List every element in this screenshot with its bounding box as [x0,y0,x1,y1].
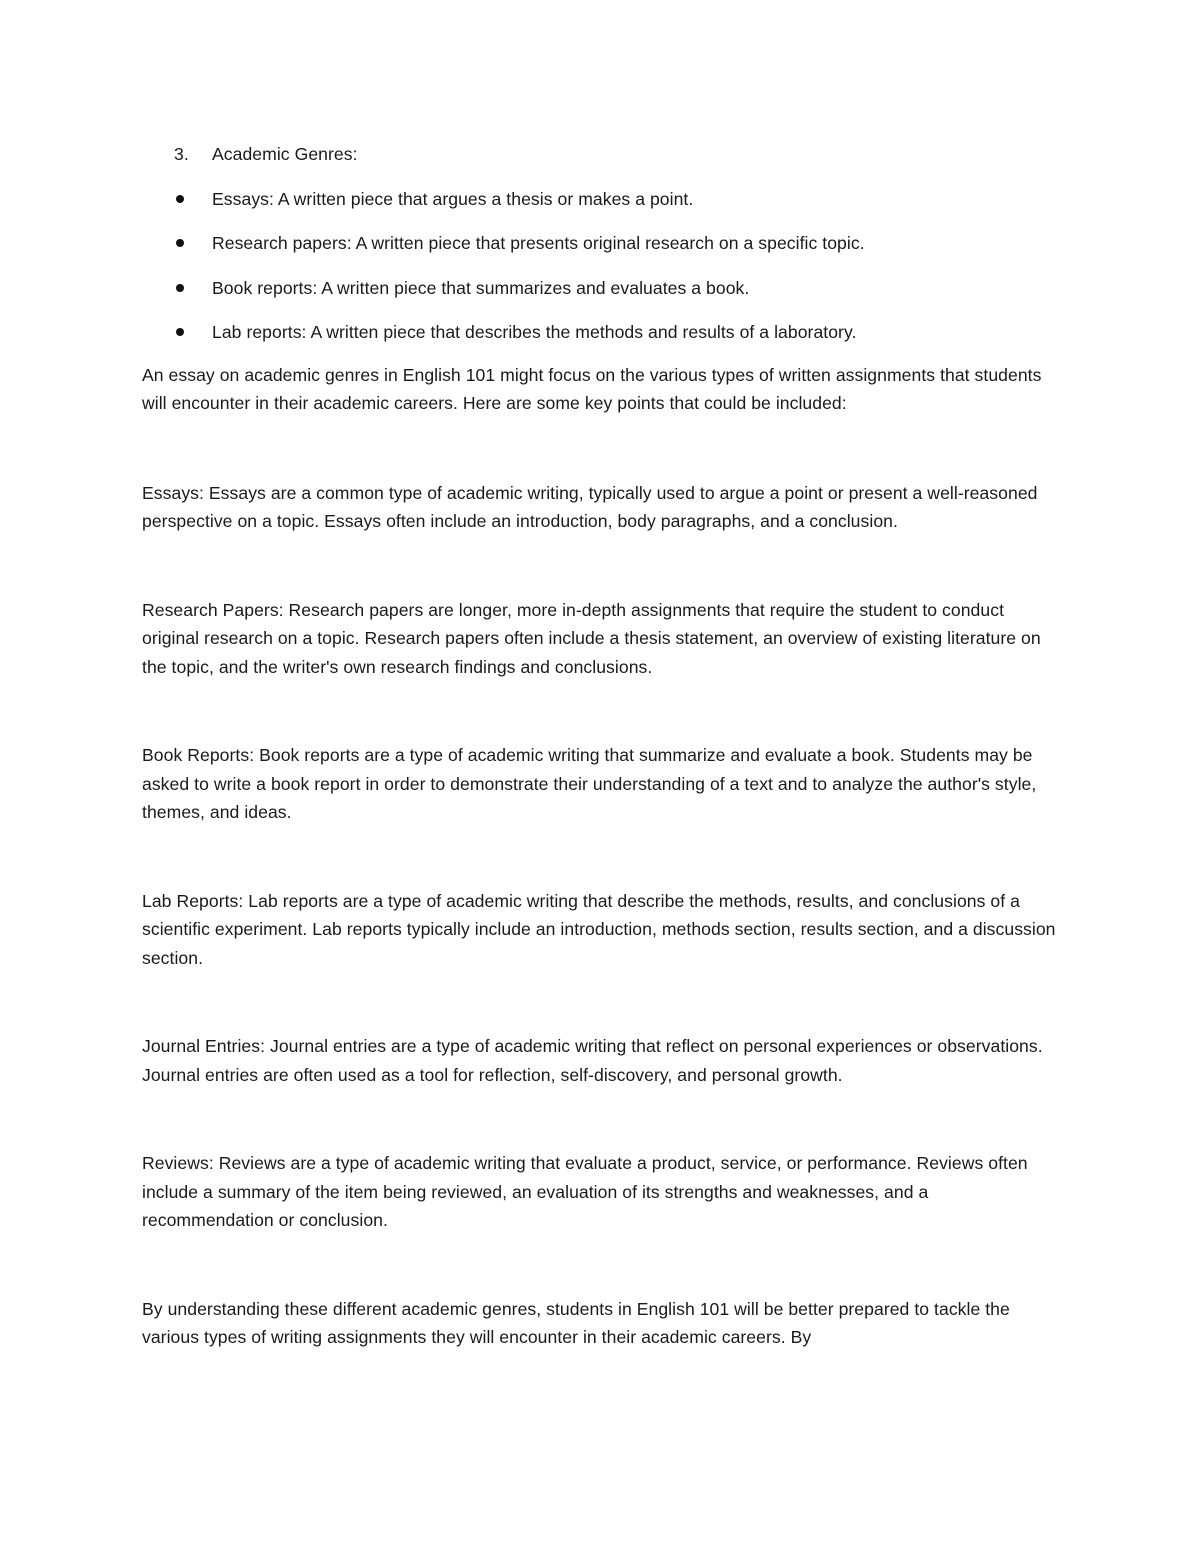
numbered-heading-label: Academic Genres: [212,144,358,164]
list-number: 3. [174,144,189,164]
bullet-icon [176,239,184,247]
bullet-icon [176,328,184,336]
list-item-text: Book reports: A written piece that summarizes and evaluates a book. [212,277,750,298]
list-item-text: Lab reports: A written piece that describes the methods and results of a laboratory. [212,322,857,342]
intro-paragraph: An essay on academic genres in English 101 might focus on the various types of written assignments that students will encounter in their academic careers. Here are some key points that could be included: [142,364,1042,413]
list-item [142,274,1062,303]
list-item-text: Research papers: A written piece that presents original research on a specific topic. [212,233,865,253]
essays-paragraph: Essays: Essays are a common type of academic writing, typically used to argue a point or present a well-reasoned perspective on a topic. Essays often include an introduction, body paragraphs, and a conclusion. [142,482,1038,531]
document-body [142,140,1062,1352]
reviews-paragraph: Reviews: Reviews are a type of academic writing that evaluate a product, service, or performance. Reviews often include a summary of the item being reviewed, an evaluation of its strengths and weaknesses, and a recommendation or conclusion. [142,1153,1028,1230]
list-item-text: Essays: A written piece that argues a thesis or makes a point. [212,188,694,209]
numbered-heading [142,140,1062,169]
journal-entries-paragraph: Journal Entries: Journal entries are a type of academic writing that reflect on personal experiences or observations. Journal entries are often used as a tool for reflection, self-discovery, and personal growth. [142,1036,1043,1085]
list-item [142,318,1062,347]
bullet-icon [176,284,184,292]
closing-paragraph: By understanding these different academic genres, students in English 101 will be better prepared to tackle the various types of writing assignments they will encounter in their academic careers. By [142,1298,1010,1347]
bullet-icon [176,195,184,203]
list-item [142,185,1062,214]
lab-reports-paragraph: Lab Reports: Lab reports are a type of academic writing that describe the methods, results, and conclusions of a scientific experiment. Lab reports typically include an introduction, methods section, results section, and a discussion section. [142,890,1056,968]
list-item [142,229,1062,258]
research-papers-paragraph: Research Papers: Research papers are longer, more in-depth assignments that require the student to conduct original research on a topic. Research papers often include a thesis statement, an overview of existing literature on the topic, and the writer's own research findings and conclusions. [142,599,1041,677]
book-reports-paragraph: Book Reports: Book reports are a type of academic writing that summarize and evaluate a book. Students may be asked to write a book report in order to demonstrate their understanding of a text and to analyze the author's style, themes, and ideas. [142,745,1037,822]
